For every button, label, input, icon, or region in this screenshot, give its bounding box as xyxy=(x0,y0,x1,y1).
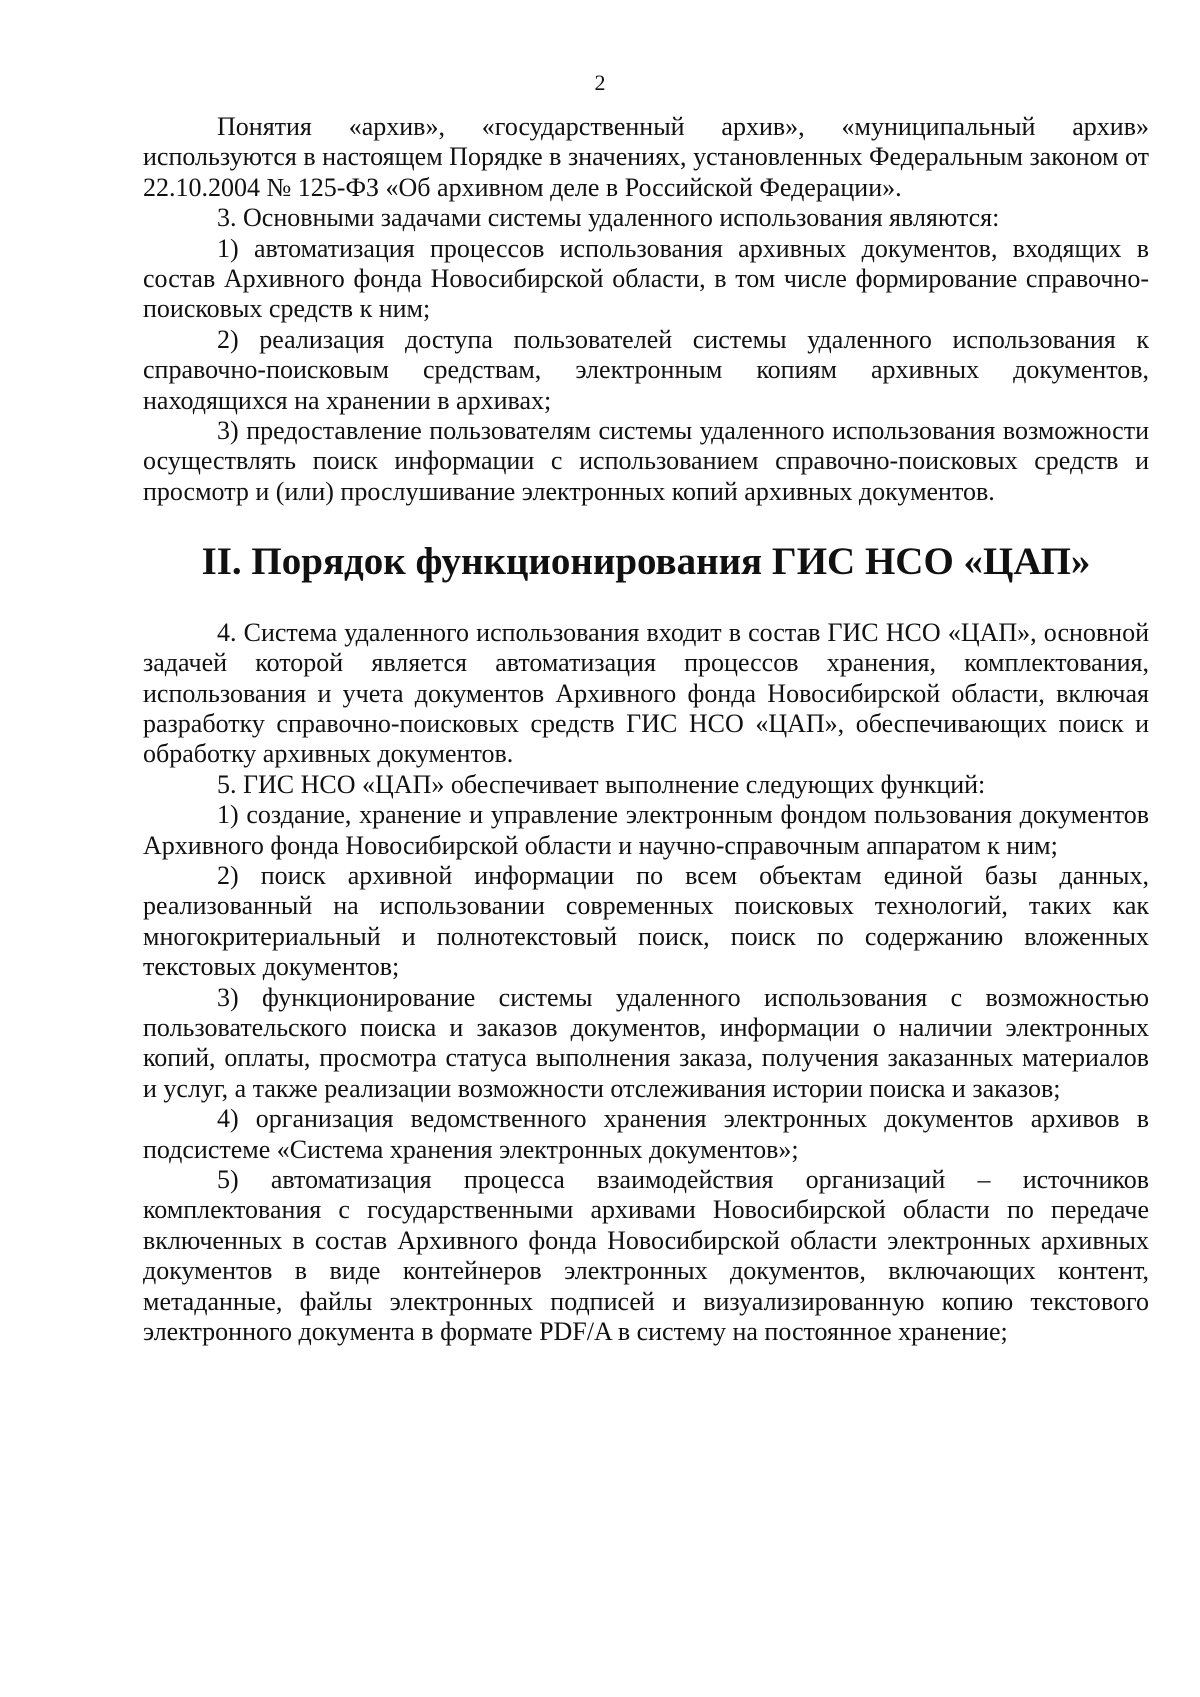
paragraph-definitions: Понятия «архив», «государственный архив», «муниципальный архив» используются в настоящем Порядке в значениях, установленных Федеральным законом от 22.10.2004 № 125-ФЗ «Об архивном деле в Российской Федерации». xyxy=(143,112,1149,202)
paragraph-function-5: 5) автоматизация процесса взаимодействия организаций – источников комплектования с государственными архивами Новосибирской области по передаче включенных в состав Архивного фонда Новосибирской области электронных архивных документов в виде контейнеров электронных документов, включающих контент, метаданные, файлы электронных подписей и визуализированную копию текстового электронного документа в формате PDF/A в систему на постоянное хранение; xyxy=(143,1165,1149,1347)
paragraph-task-2: 2) реализация доступа пользователей системы удаленного использования к справочно-поисковым средствам, электронным копиям архивных документов, находящихся на хранении в архивах; xyxy=(143,324,1149,415)
page-number: 2 xyxy=(594,70,606,95)
paragraph-function-1: 1) создание, хранение и управление электронным фондом пользования документов Архивного фонда Новосибирской области и научно-справочным аппаратом к ним; xyxy=(143,800,1149,860)
paragraph-task-1: 1) автоматизация процессов использования архивных документов, входящих в состав Архивного фонда Новосибирской области, в том числе формирование справочно-поисковых средств к ним; xyxy=(143,233,1149,324)
paragraph-item-5: 5. ГИС НСО «ЦАП» обеспечивает выполнение следующих функций: xyxy=(217,769,986,799)
paragraph-function-3: 3) функционирование системы удаленного использования с возможностью пользовательского поиска и заказов документов, информации о наличии электронных копий, оплаты, просмотра статуса выполнения заказа, получения заказанных материалов и услуг, а также реализации возможности отслеживания истории поиска и заказов; xyxy=(143,982,1149,1103)
paragraph-item-4: 4. Система удаленного использования входит в состав ГИС НСО «ЦАП», основной задачей которой является автоматизация процессов хранения, комплектования, использования и учета документов Архивного фонда Новосибирской области, включая разработку справочно-поисковых средств ГИС НСО «ЦАП», обеспечивающих поиск и обработку архивных документов. xyxy=(143,617,1149,769)
document-body xyxy=(143,112,1149,1347)
paragraph-item-3: 3. Основными задачами системы удаленного использования являются: xyxy=(217,203,1000,233)
paragraph-function-4: 4) организация ведомственного хранения электронных документов архивов в подсистеме «Система хранения электронных документов»; xyxy=(143,1104,1149,1164)
paragraph-function-2: 2) поиск архивной информации по всем объектам единой базы данных, реализованный на использовании современных поисковых технологий, таких как многокритериальный и полнотекстовый поиск, поиск по содержанию вложенных текстовых документов; xyxy=(143,860,1149,982)
section-heading: II. Порядок функционирования ГИС НСО «ЦАП» xyxy=(201,540,1091,584)
paragraph-task-3: 3) предоставление пользователям системы удаленного использования возможности осуществлять поиск информации с использованием справочно-поисковых средств и просмотр и (или) прослушивание электронных копий архивных документов. xyxy=(143,416,1149,506)
